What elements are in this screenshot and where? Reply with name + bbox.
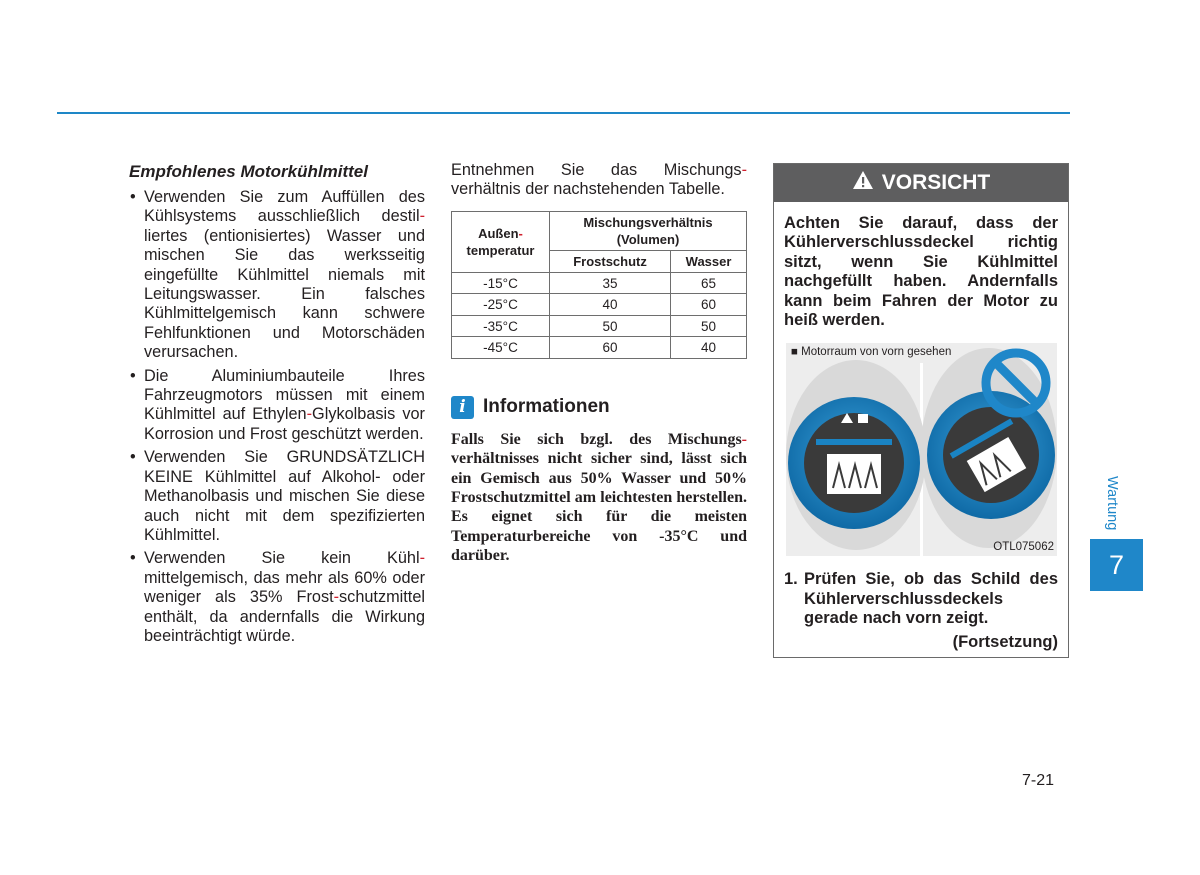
header-mixing-ratio: Mischungsverhältnis (Volumen) bbox=[550, 211, 747, 250]
chapter-label: Wartung bbox=[1104, 475, 1120, 531]
left-column bbox=[129, 161, 425, 650]
intro-text: Entnehmen Sie das Mischungs bbox=[451, 161, 742, 179]
caution-header bbox=[774, 164, 1068, 202]
cell-antifreeze: 35 bbox=[550, 272, 671, 294]
step-number: 1. bbox=[784, 570, 798, 589]
bullet-text: Verwenden Sie GRUNDSÄTZLICH KEINE Kühlmittel auf Alkohol- oder Methanolbasis und mischen Sie diese auch nicht mit dem spezifizierten Kühlmittel. bbox=[144, 448, 425, 544]
cell-temp: -35°C bbox=[452, 315, 550, 337]
list-item bbox=[129, 188, 425, 363]
cell-temp: -25°C bbox=[452, 294, 550, 316]
intro-text: verhältnis der nachstehenden Tabelle. bbox=[451, 180, 725, 199]
table-row bbox=[452, 272, 747, 294]
figure-caption: ■ Motorraum von vorn gesehen bbox=[791, 346, 952, 359]
cell-antifreeze: 40 bbox=[550, 294, 671, 316]
chapter-tab: 7 bbox=[1090, 539, 1143, 591]
step-text: Prüfen Sie, ob das Schild des Kühlerverschlussdeckels gerade nach vorn zeigt. bbox=[804, 570, 1058, 628]
header-outside-temp: Außen- temperatur bbox=[452, 211, 550, 272]
cell-water: 40 bbox=[671, 337, 747, 359]
hyphen: - bbox=[419, 207, 425, 226]
header-water: Wasser bbox=[671, 250, 747, 272]
bullet-dot: • bbox=[130, 448, 136, 467]
bullet-text: Die Aluminiumbauteile Ihres Fahrzeugmotors müssen mit einem Kühlmittel auf Ethylen bbox=[144, 366, 425, 424]
info-title: Informationen bbox=[483, 396, 610, 418]
bullet-list bbox=[129, 188, 425, 646]
bullet-text: liertes (entionisiertes) Wasser und mischen Sie das werksseitig eingefüllte Kühlmittel niemals mit Leitungswasser. Ein falsches Kühlmittelgemisch kann schwere Fehlfunktionen und Motorschäden verursachen. bbox=[144, 226, 425, 362]
mixing-ratio-table bbox=[451, 211, 747, 359]
hyphen: - bbox=[741, 430, 747, 448]
hyphen: - bbox=[419, 549, 425, 568]
cell-temp: -45°C bbox=[452, 337, 550, 359]
hyphen: - bbox=[741, 161, 747, 179]
caution-box bbox=[773, 163, 1069, 658]
radiator-cap-illustration bbox=[786, 343, 1057, 556]
table-intro bbox=[451, 161, 747, 200]
hyphen: - bbox=[333, 588, 340, 607]
middle-column bbox=[451, 161, 747, 566]
caution-title: VORSICHT bbox=[881, 171, 991, 194]
table-row bbox=[452, 337, 747, 359]
bullet-text: mittelgemisch, das mehr als 60% oder weniger als 35% Frost bbox=[144, 568, 425, 607]
continued-note: (Fortsetzung) bbox=[952, 632, 1058, 651]
table-row bbox=[452, 294, 747, 316]
list-item bbox=[129, 549, 425, 646]
table-row bbox=[452, 315, 747, 337]
info-body: Falls Sie sich bzgl. des Mischungs- verhältnisses nicht sicher sind, lässt sich ein Gemisch aus 50% Wasser und 50% Frostschutzmittel am leichtesten herstellen. Es eignet sich für die meisten Temperaturbereiche von -35°C und darüber. bbox=[451, 430, 747, 565]
caution-text: Achten Sie darauf, dass der Kühlerverschlussdeckel richtig sitzt, wenn Sie Kühlmittel nachgefüllt haben. Andernfalls kann beim Fahren der Motor zu heiß werden. bbox=[784, 214, 1058, 330]
bullet-dot: • bbox=[130, 549, 136, 568]
list-item bbox=[129, 448, 425, 545]
info-icon: i bbox=[451, 396, 474, 419]
warning-triangle-icon bbox=[852, 170, 874, 196]
bullet-dot: • bbox=[130, 188, 136, 206]
step-1 bbox=[784, 570, 1058, 628]
cell-antifreeze: 60 bbox=[550, 337, 671, 359]
cell-temp: -15°C bbox=[452, 272, 550, 294]
hyphen: - bbox=[306, 405, 313, 424]
cell-antifreeze: 50 bbox=[550, 315, 671, 337]
info-heading bbox=[451, 396, 747, 419]
bullet-text: Verwenden Sie kein Kühl bbox=[144, 549, 420, 568]
bullet-text: Verwenden Sie zum Auffüllen des Kühlsystems ausschließlich destil bbox=[144, 188, 425, 226]
bullet-text: schutzmittel enthält, da andernfalls die Wirkung beeinträchtigt würde. bbox=[144, 588, 425, 645]
list-item bbox=[129, 367, 425, 445]
top-rule bbox=[57, 112, 1070, 114]
bullet-dot: • bbox=[130, 366, 136, 385]
cell-water: 60 bbox=[671, 294, 747, 316]
page-number: 7-21 bbox=[1022, 772, 1055, 789]
section-title: Empfohlenes Motorkühlmittel bbox=[129, 162, 368, 181]
figure-code: OTL075062 bbox=[993, 541, 1054, 554]
cell-water: 50 bbox=[671, 315, 747, 337]
bullet-text: Glykolbasis vor Korrosion und Frost geschützt werden. bbox=[144, 405, 425, 443]
cell-water: 65 bbox=[671, 272, 747, 294]
radiator-cap-figure bbox=[786, 343, 1057, 556]
header-antifreeze: Frostschutz bbox=[550, 250, 671, 272]
